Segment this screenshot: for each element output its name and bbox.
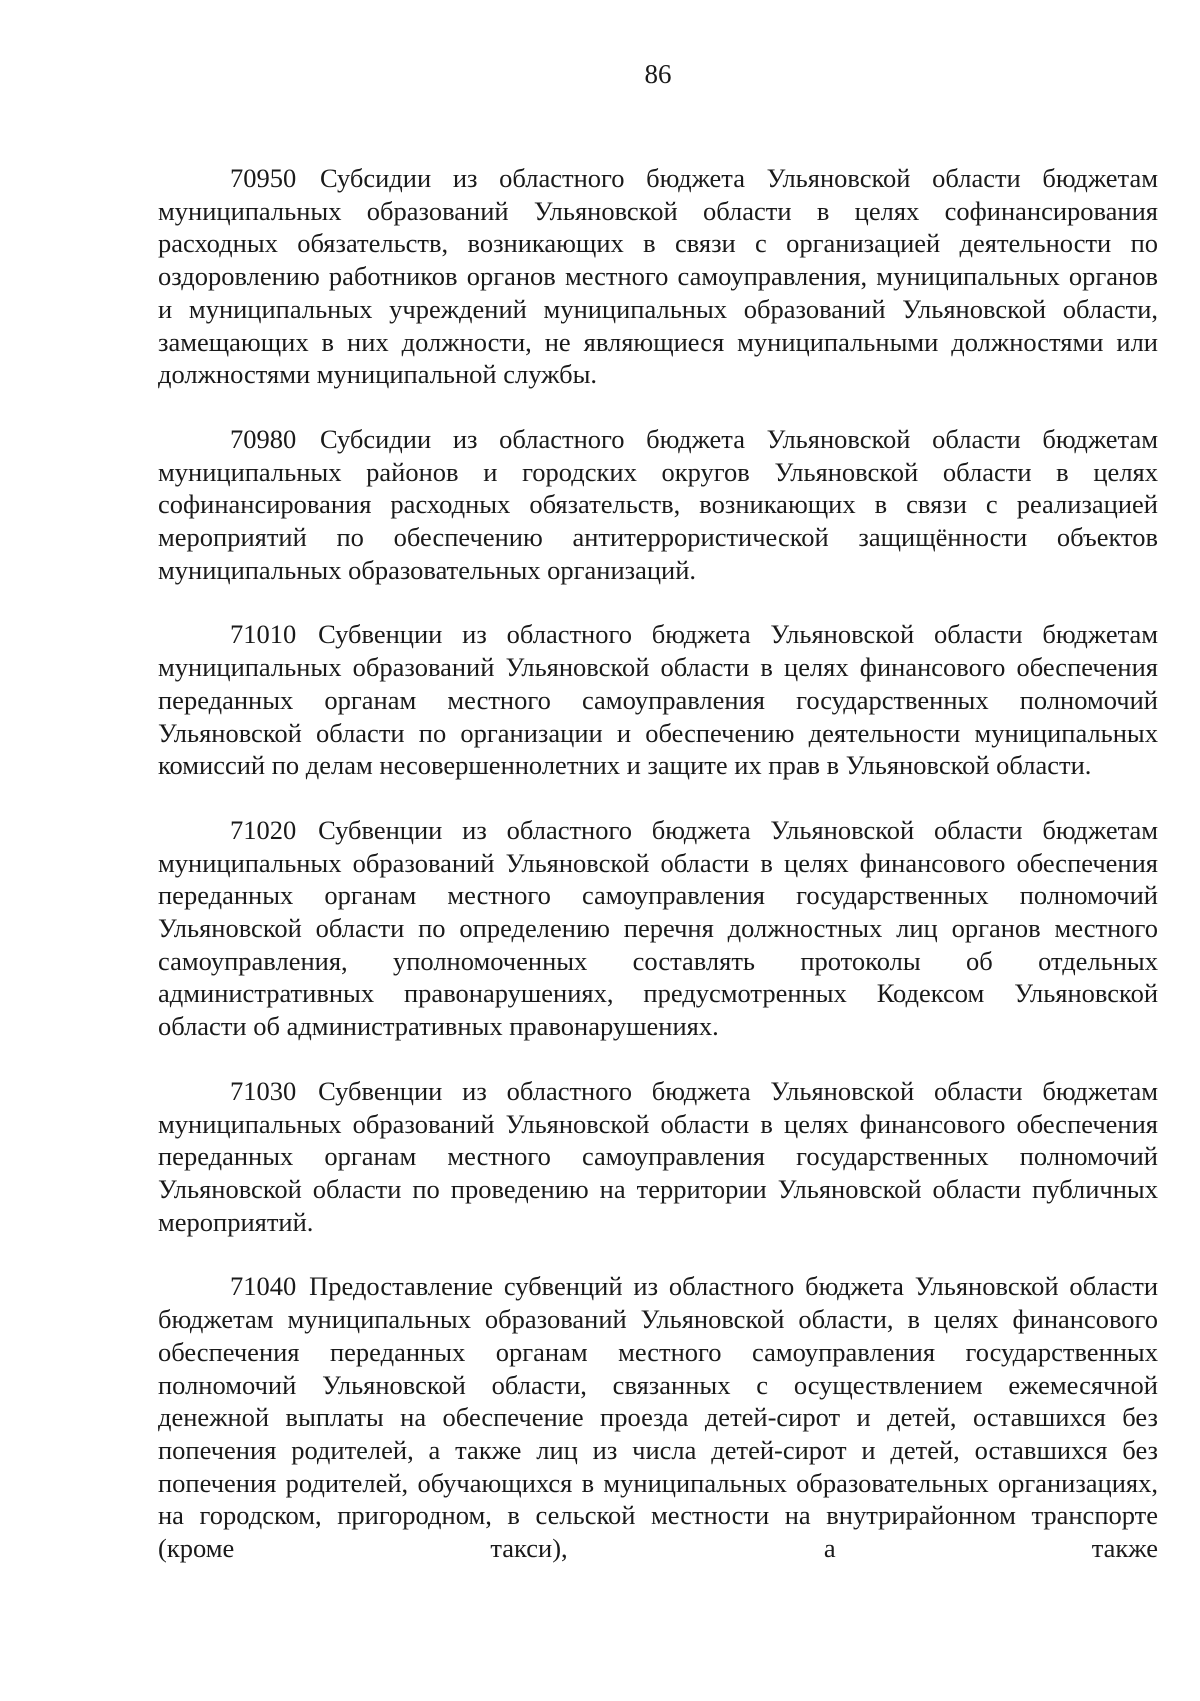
paragraph-71010: [158, 618, 1158, 782]
paragraph-code: 71020: [230, 814, 297, 845]
paragraph-code: 70950: [230, 163, 297, 193]
page-number: 86: [644, 59, 672, 89]
paragraph-code: 70980: [230, 423, 297, 454]
paragraph-71020: [158, 814, 1158, 1043]
paragraph-71040: [158, 1270, 1158, 1564]
paragraph-text: Субвенции из областного бюджета Ульяновской области бюджетам муниципальных образований Ульяновской области в целях финансового обеспечения переданных органам местного самоуправления государственных полномочий Ульяновской области по определению перечня должностных лиц органов местного самоуправления, уполномоченных составлять протоколы об отдельных административных правонарушениях, предусмотренных Кодексом Ульяновской области об административных правонарушениях.: [158, 814, 1159, 1042]
paragraph-text: Субвенции из областного бюджета Ульяновской области бюджетам муниципальных образований Ульяновской области в целях финансового обеспечения переданных органам местного самоуправления государственных полномочий Ульяновской области по проведению на территории Ульяновской области публичных мероприятий.: [158, 1075, 1159, 1237]
paragraph-text: Субсидии из областного бюджета Ульяновской области бюджетам муниципальных районов и городских округов Ульяновской области в целях софинансирования расходных обязательств, возникающих в связи с реализацией мероприятий по обеспечению антитеррористической защищённости объектов муниципальных образовательных организаций.: [158, 423, 1158, 585]
paragraph-code: 71030: [230, 1075, 297, 1106]
paragraph-70980: [158, 423, 1158, 587]
paragraph-text: Субсидии из областного бюджета Ульяновской области бюджетам муниципальных образований Ульяновской области в целях софинансирования расходных обязательств, возникающих в связи с организацией деятельности по оздоровлению работников органов местного самоуправления, муниципальных органов и муниципальных учреждений муниципальных образований Ульяновской области, замещающих в них должности, не являющиеся муниципальными должностями или должностями муниципальной службы.: [158, 163, 1158, 390]
paragraph-text: Субвенции из областного бюджета Ульяновской области бюджетам муниципальных образований Ульяновской области в целях финансового обеспечения переданных органам местного самоуправления государственных полномочий Ульяновской области по организации и обеспечению деятельности муниципальных комиссий по делам несовершеннолетних и защите их прав в Ульяновской области.: [158, 619, 1159, 781]
document-body: [158, 162, 1158, 1597]
paragraph-code: 71010: [230, 619, 297, 650]
paragraph-70950: [158, 162, 1158, 391]
paragraph-71030: [158, 1075, 1158, 1239]
paragraph-code: 71040: [230, 1271, 297, 1302]
paragraph-text: Предоставление субвенций из областного бюджета Ульяновской области бюджетам муниципальных образований Ульяновской области, в целях финансового обеспечения переданных органам местного самоуправления государственных полномочий Ульяновской области, связанных с осуществлением ежемесячной денежной выплаты на обеспечение проезда детей-сирот и детей, оставшихся без попечения родителей, а также лиц из числа детей-сирот и детей, оставшихся без попечения родителей, обучающихся в муниципальных образовательных организациях, на городском, пригородном, в сельской местности на внутрирайонном транспорте (кроме такси), а также: [158, 1271, 1159, 1564]
